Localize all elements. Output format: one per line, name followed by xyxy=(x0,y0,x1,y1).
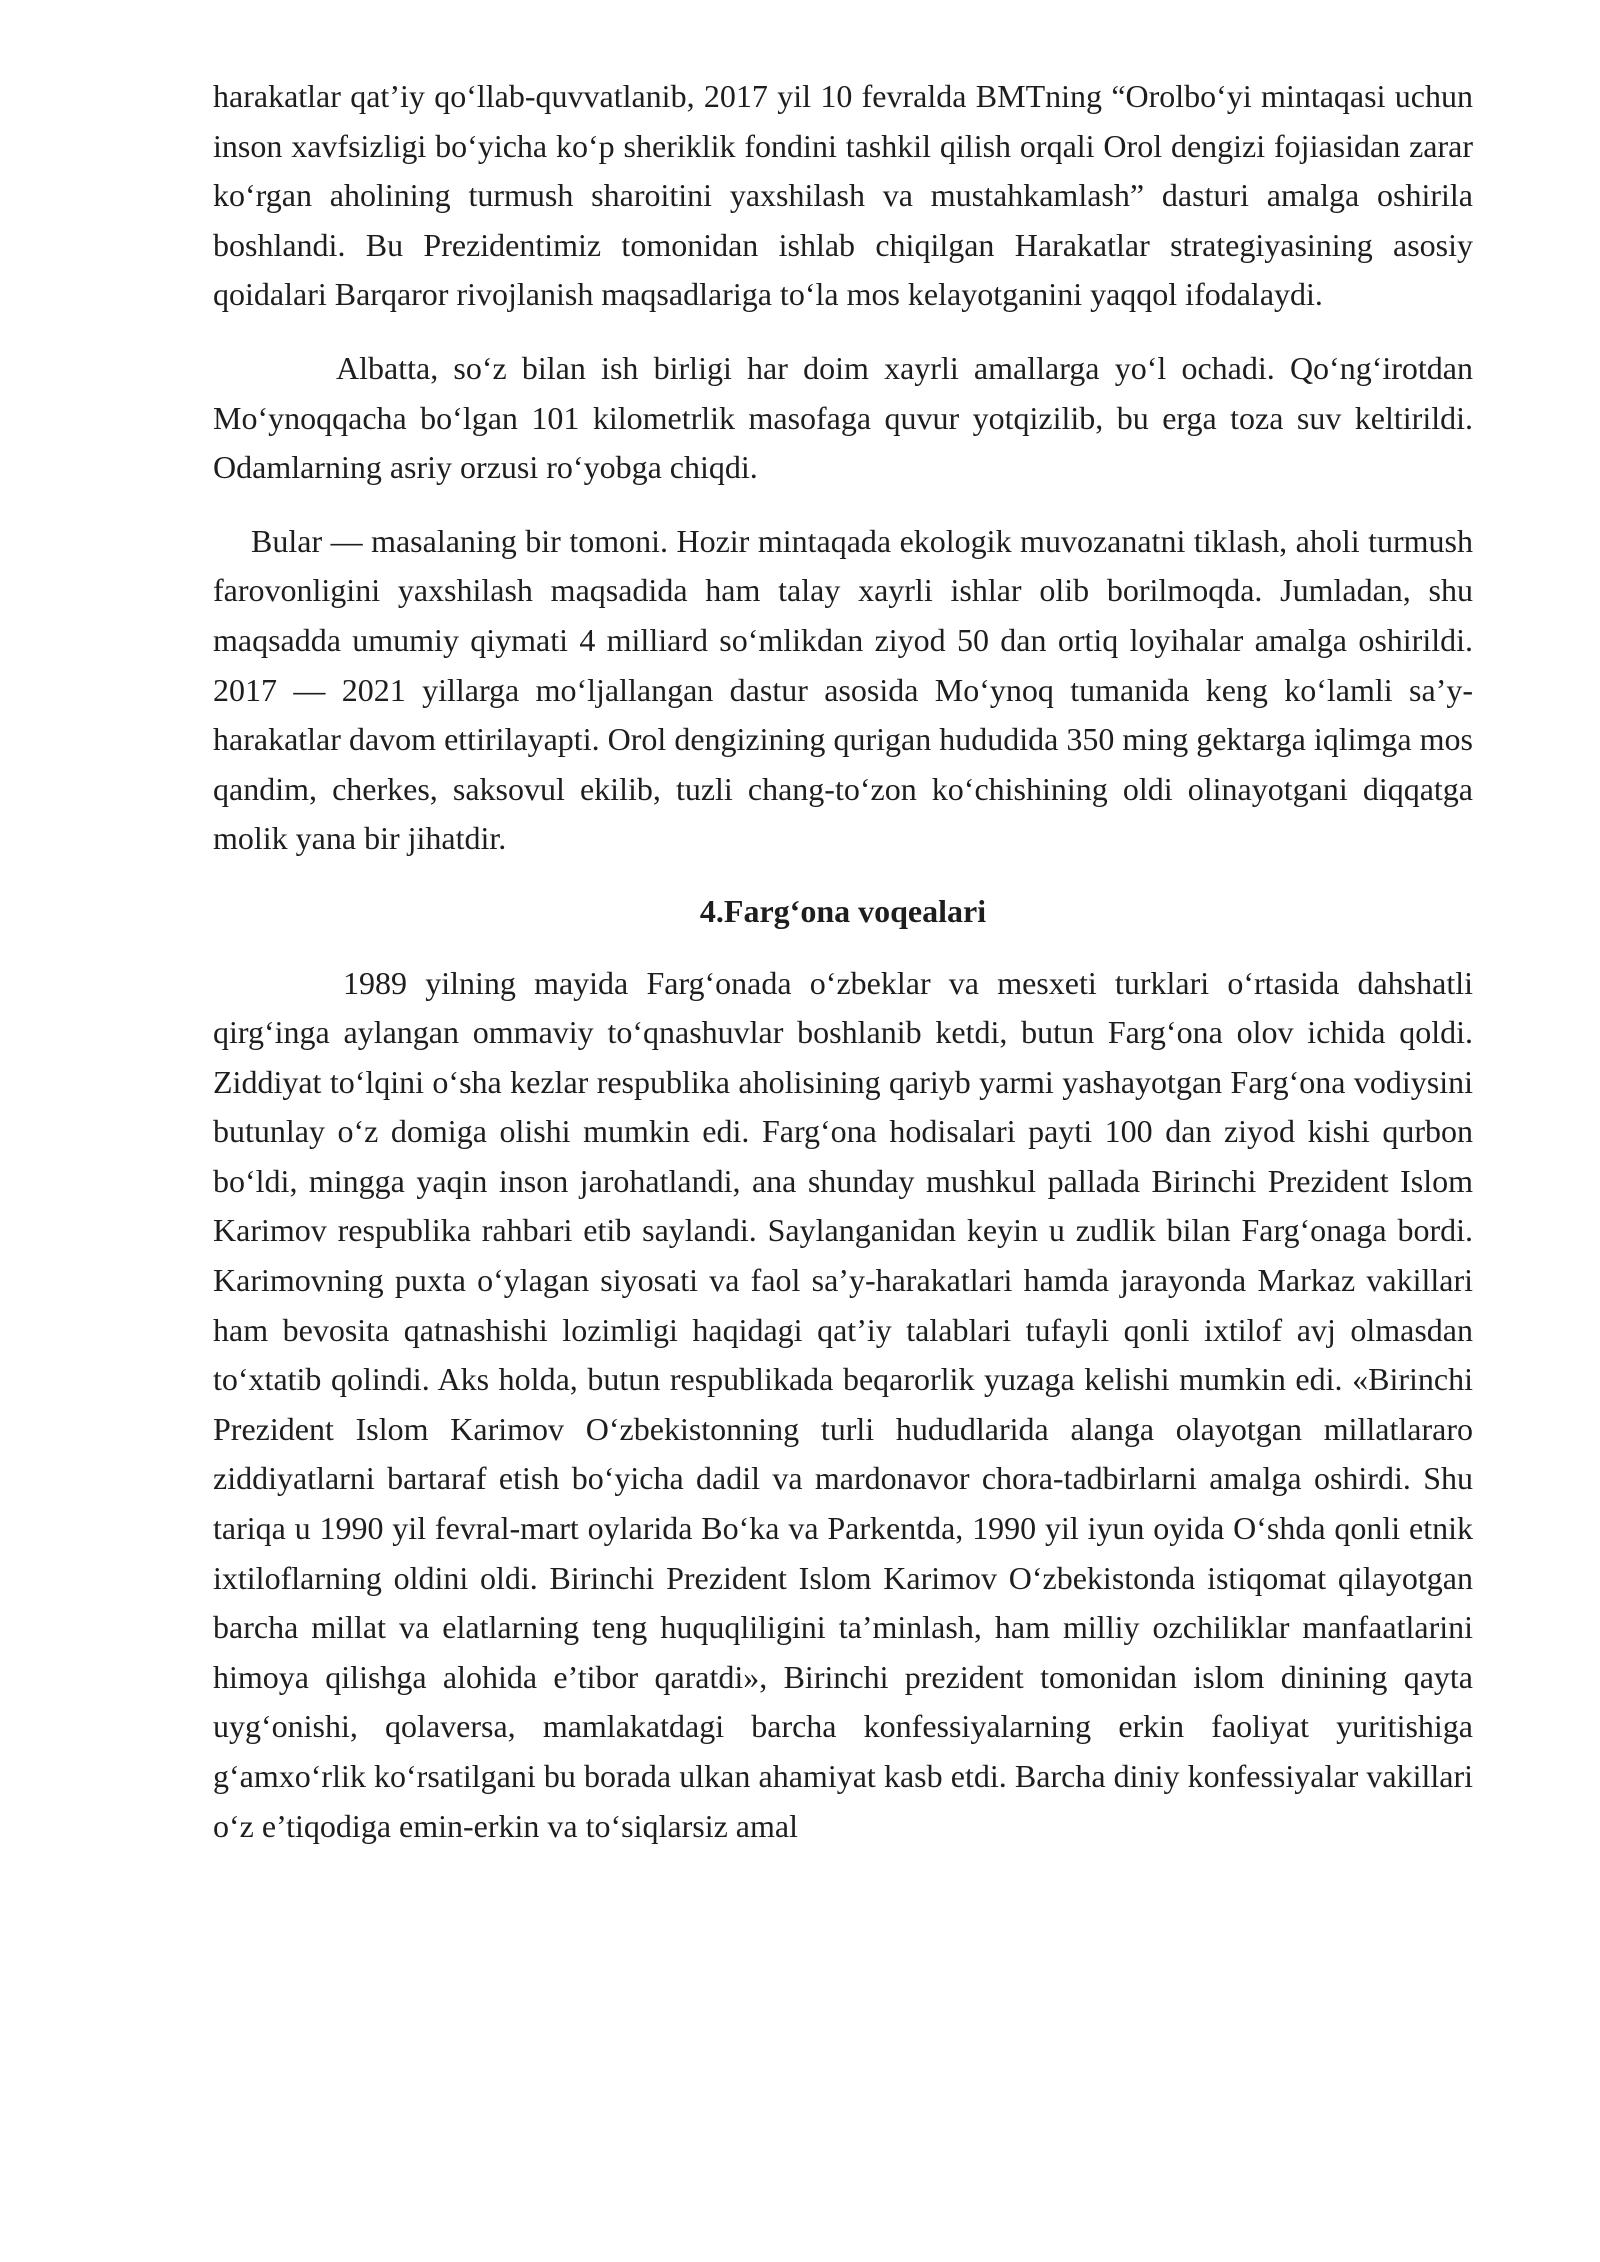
paragraph-continued: harakatlar qat’iy qo‘llab-quvvatlanib, 2017 yil 10 fevralda BMTning “Orolbo‘yi mintaqasi uchun inson xavfsizligi bo‘yicha ko‘p sheriklik fondini tashkil qilish orqali Orol dengizi fojiasidan zarar ko‘rgan aholining turmush sharoitini yaxshilash va mustahkamlash” dasturi amalga oshirila boshlandi. Bu Prezidentimiz tomonidan ishlab chiqilgan Harakatlar strategiyasining asosiy qoidalari Barqaror rivojlanish maqsadlariga to‘la mos kelayotganini yaqqol ifodalaydi. xyxy=(213,78,1473,313)
paragraph-fergana-events: 1989 yilning mayida Farg‘onada o‘zbeklar va mesxeti turklari o‘rtasida dahshatli qirg‘inga aylangan ommaviy to‘qnashuvlar boshlanib ketdi, butun Farg‘ona olov ichida qoldi. Ziddiyat to‘lqini o‘sha kezlar respublika aholisining qariyb yarmi yashayotgan Farg‘ona vodiysini butunlay o‘z domiga olishi mumkin edi. Farg‘ona hodisalari payti 100 dan ziyod kishi qurbon bo‘ldi, mingga yaqin inson jarohatlandi, ana shunday mushkul pallada Birinchi Prezident Islom Karimov respublika rahbari etib saylandi. Saylanganidan keyin u zudlik bilan Farg‘onaga bordi. Karimovning puxta o‘ylagan siyosati va faol sa’y-harakatlari hamda jarayonda Markaz vakillari ham bevosita qatnashishi lozimligi haqidagi qat’iy talablari tufayli qonli ixtilof avj olmasdan to‘xtatib qolindi. Aks holda, butun respublikada beqarorlik yuzaga kelishi mumkin edi. «Birinchi Prezident Islom Karimov O‘zbekistonning turli hududlarida alanga olayotgan millatlararo ziddiyatlarni bartaraf etish bo‘yicha dadil va mardonavor chora-tadbirlarni amalga oshirdi. Shu tariqa u 1990 yil fevral-mart oylarida Bo‘ka va Parkentda, 1990 yil iyun oyida O‘shda qonli etnik ixtiloflarning oldini oldi. Birinchi Prezident Islom Karimov O‘zbekistonda istiqomat qilayotgan barcha millat va elatlarning teng huquqliligini ta’minlash, ham milliy ozchiliklar manfaatlarini himoya qilishga alohida e’tibor qaratdi», Birinchi prezident tomonidan islom dinining qayta uyg‘onishi, qolaversa, mamlakatdagi barcha konfessiyalarning erkin faoliyat yuritishiga g‘amxo‘rlik ko‘rsatilgani bu borada ulkan ahamiyat kasb etdi. Barcha diniy konfessiyalar vakillari o‘z e’tiqodiga emin-erkin va to‘siqlarsiz amal xyxy=(213,964,1473,1844)
paragraph-ecology: Bular — masalaning bir tomoni. Hozir mintaqada ekologik muvozanatni tiklash, aholi turmush farovonligini yaxshilash maqsadida ham talay xayrli ishlar olib borilmoqda. Jumladan, shu maqsadda umumiy qiymati 4 milliard so‘mlikdan ziyod 50 dan ortiq loyihalar amalga oshirildi. 2017 — 2021 yillarga mo‘ljallangan dastur asosida Mo‘ynoq tumanida keng ko‘lamli sa’y-harakatlar davom ettirilayapti. Orol dengizining qurigan hududida 350 ming gektarga iqlimga mos qandim, cherkes, saksovul ekilib, tuzli chang-to‘zon ko‘chishining oldi olinayotgani diqqatga molik yana bir jihatdir. xyxy=(213,522,1473,857)
paragraph-water-supply: Albatta, so‘z bilan ish birligi har doim xayrli amallarga yo‘l ochadi. Qo‘ng‘irotdan Mo‘ynoqqacha bo‘lgan 101 kilometrlik masofaga quvur yotqizilib, bu erga toza suv keltirildi. Odamlarning asriy orzusi ro‘yobga chiqdi. xyxy=(213,349,1473,486)
section-heading: 4.Farg‘ona voqealari xyxy=(699,892,987,929)
document-page xyxy=(213,72,1473,1851)
